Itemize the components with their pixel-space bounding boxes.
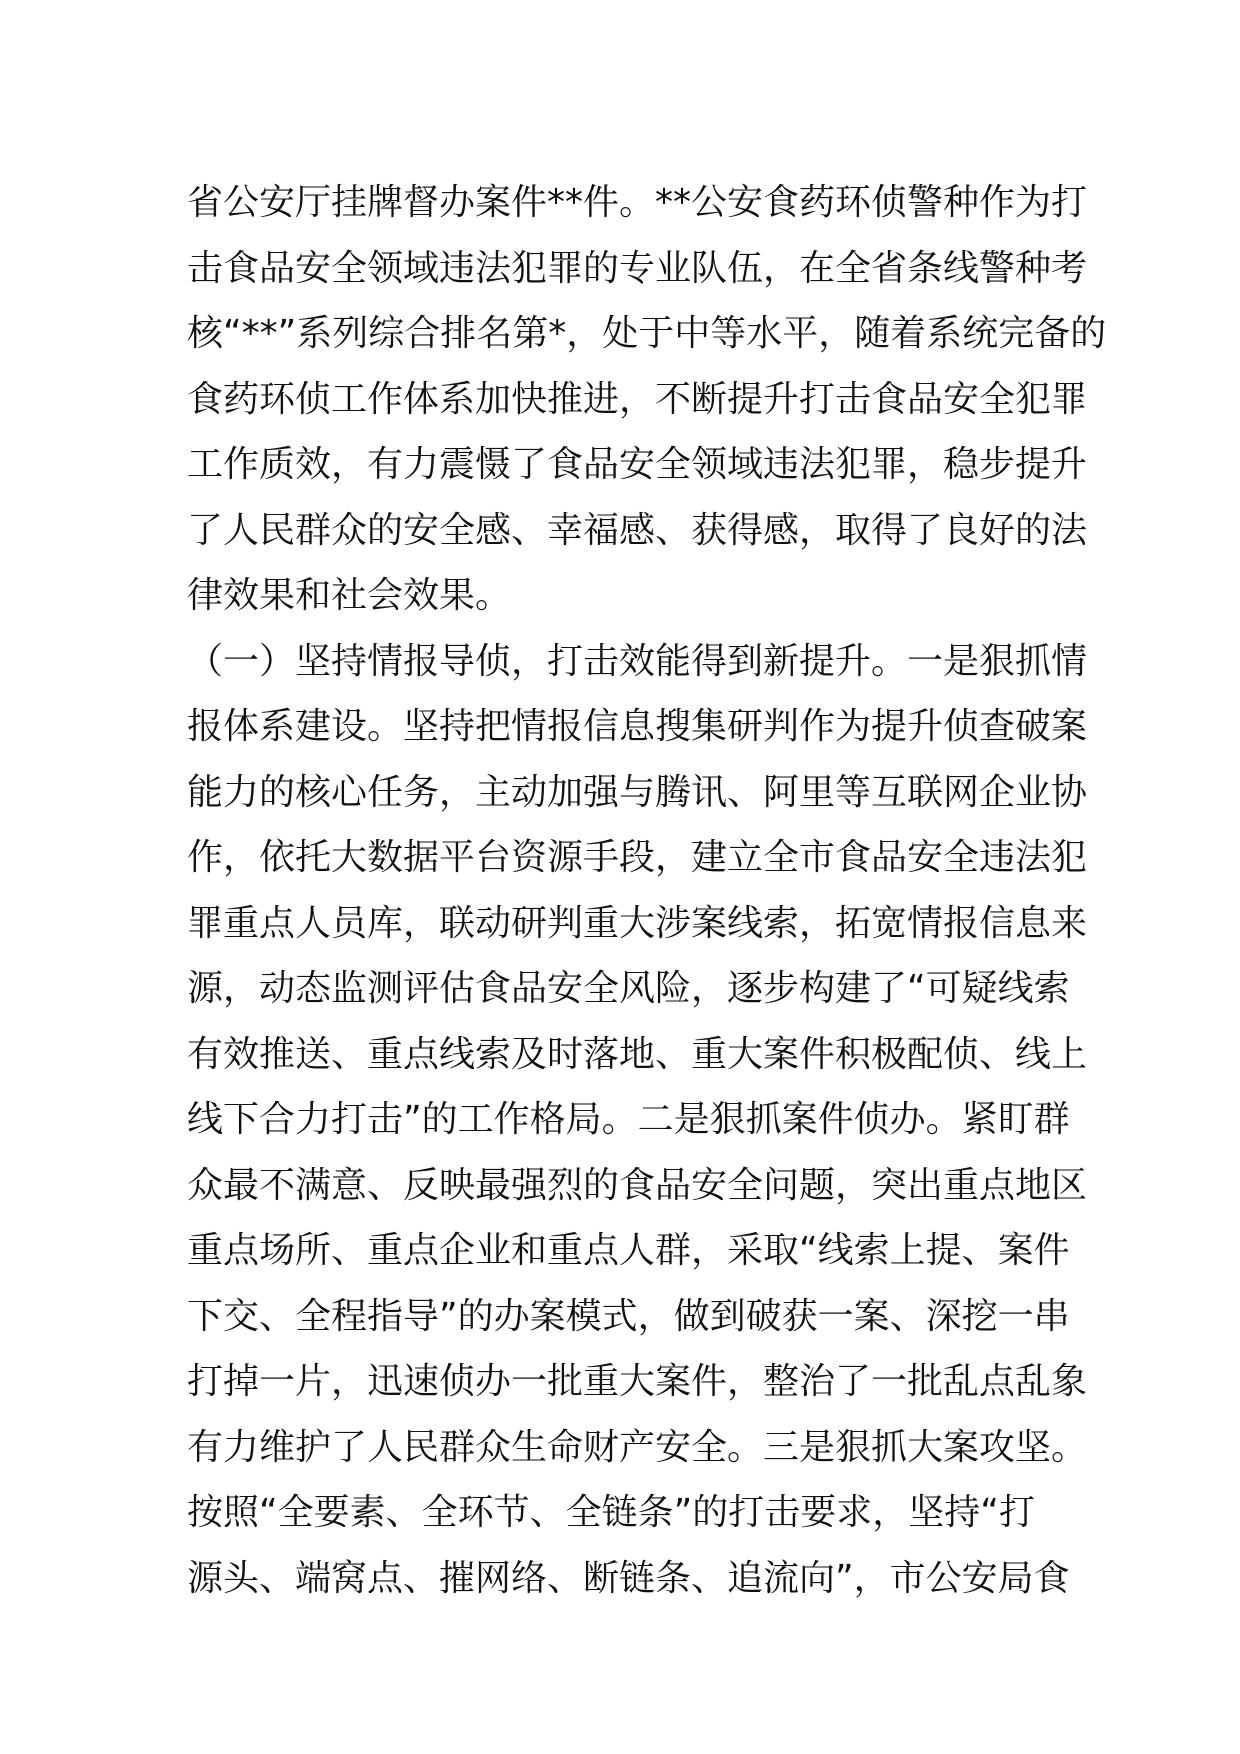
text-line: 线下合力打击”的工作格局。二是狠抓案件侦办。紧盯群	[187, 1099, 1070, 1140]
text-line: 核“**”系列综合排名第*，处于中等水平，随着系统完备的	[187, 313, 1107, 354]
text-line: 众最不满意、反映最强烈的食品安全问题，突出重点地区	[187, 1164, 1088, 1206]
text-line: 按照“全要素、全环节、全链条”的打击要求，坚持“打	[187, 1492, 1035, 1533]
text-line: 打掉一片，迅速侦办一批重大案件，整治了一批乱点乱象	[187, 1361, 1088, 1402]
text-line: 能力的核心任务，主动加强与腾讯、阿里等互联网企业协	[187, 771, 1088, 813]
text-line: 律效果和社会效果。	[187, 575, 512, 616]
text-line: 击食品安全领域违法犯罪的专业队伍，在全省条线警种考	[187, 247, 1088, 289]
text-line: 有效推送、重点线索及时落地、重大案件积极配侦、线上	[187, 1033, 1088, 1075]
text-line: 报体系建设。坚持把情报信息搜集研判作为提升侦查破案	[187, 706, 1088, 747]
text-line: 工作质效，有力震慑了食品安全领域违法犯罪，稳步提升	[187, 444, 1088, 485]
text-line: 食药环侦工作体系加快推进，不断提升打击食品安全犯罪	[187, 378, 1088, 420]
text-line: 下交、全程指导”的办案模式，做到破获一案、深挖一串	[187, 1295, 1070, 1337]
text-line: 有力维护了人民群众生命财产安全。三是狠抓大案攻坚。	[187, 1426, 1088, 1468]
text-line: 源，动态监测评估食品安全风险，逐步构建了“可疑线索	[187, 968, 1070, 1009]
text-line: 重点场所、重点企业和重点人群，采取“线索上提、案件	[187, 1230, 1070, 1271]
text-line: 了人民群众的安全感、幸福感、获得感，取得了良好的法	[187, 509, 1088, 551]
text-line: 省公安厅挂牌督办案件**件。**公安食药环侦警种作为打	[187, 182, 1088, 223]
text-line: 罪重点人员库，联动研判重大涉案线索，拓宽情报信息来	[187, 902, 1088, 944]
body-text	[187, 170, 1107, 1611]
text-line: 源头、端窝点、摧网络、断链条、追流向”，市公安局食	[187, 1557, 1070, 1599]
section-heading-line: （一）坚持情报导侦，打击效能得到新提升。一是狠抓情	[187, 640, 1088, 682]
text-line: 作，依托大数据平台资源手段，建立全市食品安全违法犯	[187, 837, 1088, 878]
